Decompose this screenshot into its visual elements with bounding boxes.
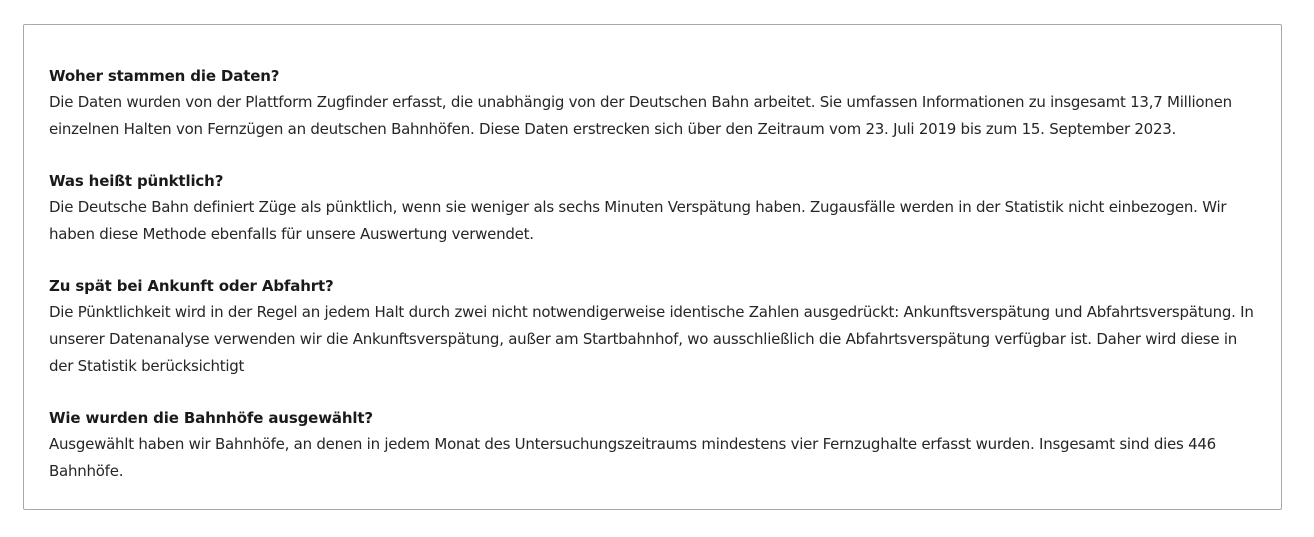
faq-question: Was heißt pünktlich? — [49, 172, 224, 191]
faq-answer: Ausgewählt haben wir Bahnhöfe, an denen in jedem Monat des Untersuchungszeitraums mindestens vier Fernzughalte erfasst wurden. Insgesamt sind dies 446 Bahnhöfe. — [49, 435, 1216, 480]
faq-section-data-source — [49, 63, 1257, 142]
faq-question: Wie wurden die Bahnhöfe ausgewählt? — [49, 409, 373, 428]
methodology-box — [23, 24, 1282, 510]
faq-question: Woher stammen die Daten? — [49, 67, 280, 85]
faq-section-station-selection — [49, 405, 1257, 484]
faq-section-punctuality — [49, 168, 1257, 247]
faq-answer: Die Daten wurden von der Plattform Zugfinder erfasst, die unabhängig von der Deutschen Bahn arbeitet. Sie umfassen Informationen zu insgesamt 13,7 Millionen einzelnen Halten von Fernzügen an deutschen Bahnhöfen. Diese Daten erstrecken sich über den Zeitraum vom 23. Juli 2019 bis zum 15. September 2023. — [49, 93, 1232, 138]
faq-question: Zu spät bei Ankunft oder Abfahrt? — [49, 277, 334, 296]
faq-section-arrival-departure — [49, 273, 1257, 379]
faq-answer: Die Pünktlichkeit wird in der Regel an jedem Halt durch zwei nicht notwendigerweise identische Zahlen ausgedrückt: Ankunftsverspätung und Abfahrtsverspätung. In unserer Datenanalyse verwenden wir die Ankunftsverspätung, außer am Startbahnhof, wo ausschließlich die Abfahrtsverspätung verfügbar ist. Daher wird diese in der Statistik berücksichtigt — [49, 303, 1254, 375]
faq-answer: Die Deutsche Bahn definiert Züge als pünktlich, wenn sie weniger als sechs Minuten Verspätung haben. Zugausfälle werden in der Statistik nicht einbezogen. Wir haben diese Methode ebenfalls für unsere Auswertung verwendet. — [49, 198, 1227, 243]
